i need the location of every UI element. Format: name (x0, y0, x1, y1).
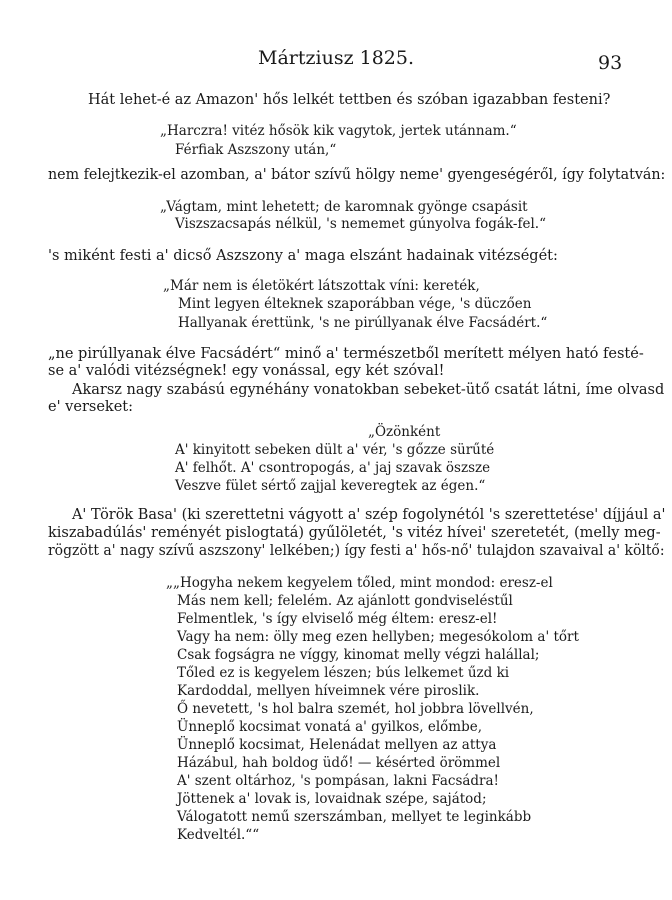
verse-line: „„Hogyha nekem kegyelem tőled, mint mondod: eresz-el (166, 575, 553, 591)
prose-line: rögzött a' nagy szívű aszszony' lelkében;) így festi a' hős-nő' tulajdon szavaival a' költő: (48, 543, 665, 559)
prose-line: A' Török Basa' (ki szerettetni vágyott a' szép fogolynétól 's szerettetése' díjjául a' (72, 507, 666, 523)
verse-line: Más nem kell; felelém. Az ajánlott gondviseléstűl (177, 593, 513, 609)
verse-line: Viszszacsapás nélkül, 's nememet gúnyolva fogák-fel.“ (175, 216, 546, 232)
verse-line: Ünneplő kocsimat, Helenádat mellyen az attya (177, 737, 497, 753)
verse-line: Mint legyen élteknek szaporábban vége, 's düczően (178, 296, 532, 312)
verse-line: Kardoddal, mellyen híveimnek vére piroslik. (177, 683, 480, 699)
verse-line: Válogatott nemű szerszámban, mellyet te leginkább (177, 809, 532, 825)
verse-line: A' kinyitott sebeken dült a' vér, 's gőzze sürűté (175, 442, 495, 458)
prose-line: „ne pirúllyanak élve Facsádért“ minő a' természetből merített mélyen ható festé- (48, 346, 644, 362)
prose-line: 's miként festi a' dicső Aszszony a' maga elszánt hadainak vitézségét: (48, 248, 558, 264)
verse-line: Tőled ez is kegyelem lészen; bús lelkemet űzd ki (177, 665, 510, 681)
verse-line: Hallyanak érettünk, 's ne pirúllyanak élve Facsádért.“ (178, 315, 548, 331)
page-number: 93 (598, 52, 623, 74)
verse-line: Ő nevetett, 's hol balra szemét, hol jobbra lövellvén, (177, 701, 534, 717)
prose-line: e' verseket: (48, 399, 133, 415)
verse-line: „Harczra! vitéz hősök kik vagytok, jertek utánnam.“ (160, 123, 517, 139)
prose-line: kiszabadúlás' reményét pislogtatá) gyűlöletét, 's vitéz hívei' szeretetét, (melly meg- (48, 525, 661, 541)
verse-line: „Vágtam, mint lehetett; de karomnak gyönge csapásit (160, 199, 528, 215)
verse-line: Felmentlek, 's így elviselő még éltem: eresz-el! (177, 611, 498, 627)
verse-line: A' felhőt. A' csontropogás, a' jaj szavak öszsze (175, 460, 491, 476)
verse-line: Jöttenek a' lovak is, lovaidnak szépe, sajátod; (177, 791, 487, 807)
prose-line: Hát lehet-é az Amazon' hős lelkét tettben és szóban igazabban festeni? (88, 92, 611, 108)
prose-line: se a' valódi vitézségnek! egy vonással, egy két szóval! (48, 363, 445, 379)
verse-line: A' szent oltárhoz, 's pompásan, lakni Facsádra! (177, 773, 499, 789)
verse-line: Férfiak Aszszony után,“ (175, 142, 337, 158)
verse-line: Vagy ha nem: ölly meg ezen hellyben; megesókolom a' tőrt (177, 629, 579, 645)
prose-line: Akarsz nagy szabású egynéhány vonatokban sebeket-ütő csatát látni, íme olvasd (72, 382, 665, 398)
running-title: Mártziusz 1825. (258, 47, 415, 69)
verse-line: Házábul, hah boldog üdő! — késérted örömmel (177, 755, 501, 771)
verse-line: Ünneplő kocsimat vonatá a' gyilkos, előmbe, (177, 719, 483, 735)
verse-line: Veszve fület sértő zajjal keveregtek az égen.“ (175, 478, 486, 494)
verse-line: „Özönként (368, 424, 441, 440)
verse-line: Csak fogságra ne víggy, kinomat melly végzi halállal; (177, 647, 540, 663)
verse-line: „Már nem is életökért látszottak víni: kereték, (163, 278, 480, 294)
prose-line: nem felejtkezik-el azomban, a' bátor szívű hölgy neme' gyengeségéről, így folytatván: (48, 167, 666, 183)
verse-line: Kedveltél.““ (177, 827, 260, 843)
